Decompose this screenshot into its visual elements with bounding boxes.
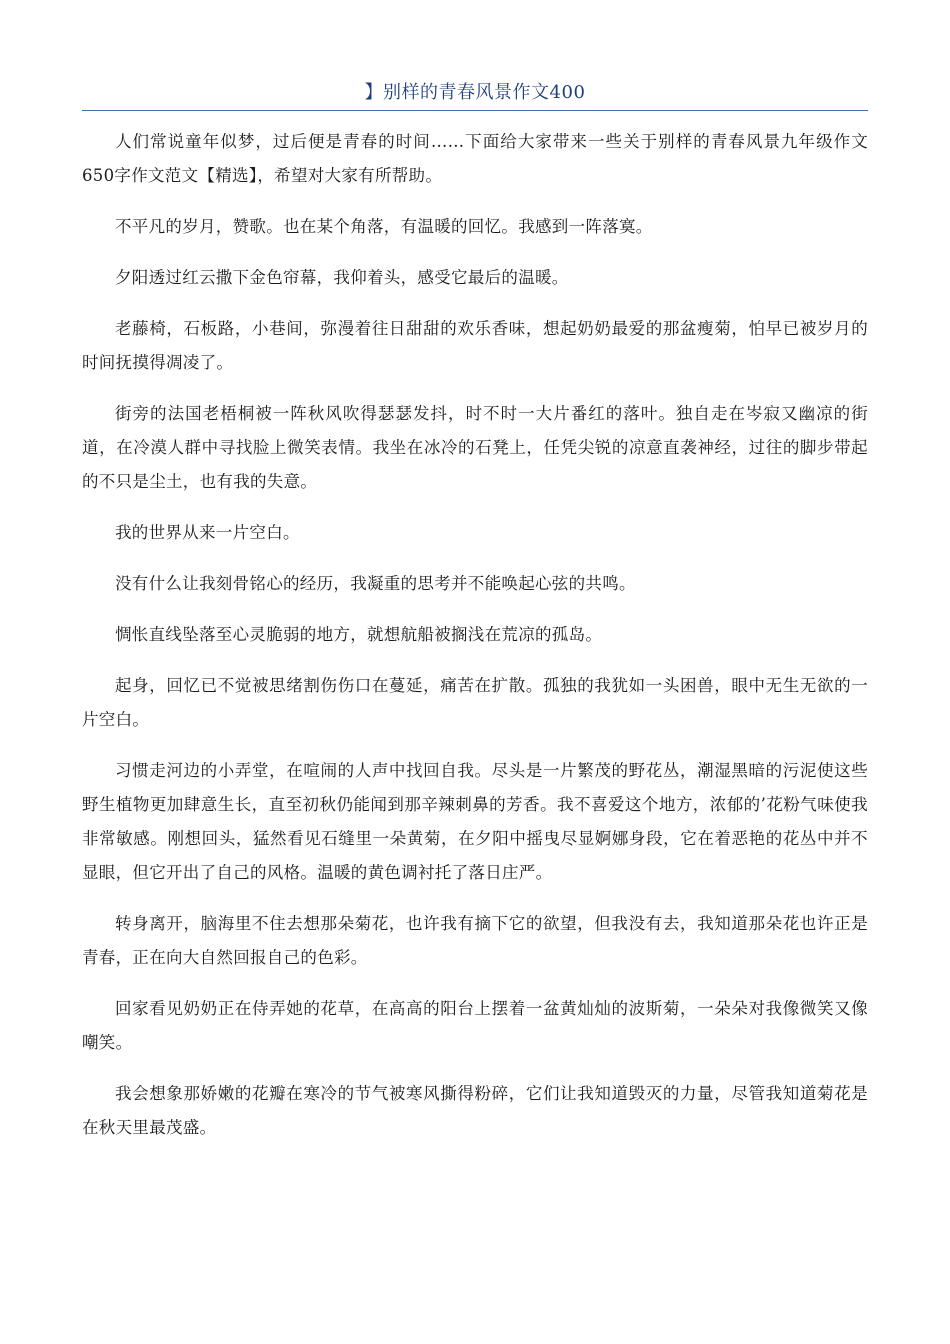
paragraph: 起身，回忆已不觉被思绪割伤伤口在蔓延，痛苦在扩散。孤独的我犹如一头困兽，眼中无生无欲的一片空白。: [82, 676, 868, 729]
paragraph: 不平凡的岁月，赞歌。也在某个角落，有温暖的回忆。我感到一阵落寞。: [115, 217, 653, 236]
paragraph: 街旁的法国老梧桐被一阵秋风吹得瑟瑟发抖，时不时一大片番红的落叶。独自走在岑寂又幽凉的街道，在冷漠人群中寻找脸上微笑表情。我坐在冰冷的石凳上，任凭尖锐的凉意直袭神经，过往的脚步带起的不只是尘土，也有我的失意。: [82, 404, 868, 491]
paragraph: 人们常说童年似梦，过后便是青春的时间……下面给大家带来一些关于别样的青春风景九年级作文650字作文范文【精选】，希望对大家有所帮助。: [82, 132, 868, 185]
paragraph: 回家看见奶奶正在侍弄她的花草，在高高的阳台上摆着一盆黄灿灿的波斯菊，一朵朵对我像微笑又像嘲笑。: [82, 999, 868, 1052]
paragraph: 转身离开，脑海里不住去想那朵菊花，也许我有摘下它的欲望，但我没有去，我知道那朵花也许正是青春，正在向大自然回报自己的色彩。: [82, 914, 868, 967]
paragraph: 没有什么让我刻骨铭心的经历，我凝重的思考并不能唤起心弦的共鸣。: [115, 574, 636, 593]
paragraph: 夕阳透过红云撒下金色帘幕，我仰着头，感受它最后的温暖。: [115, 268, 569, 287]
document-title: 】别样的青春风景作文400: [364, 82, 586, 103]
paragraph: 我会想象那娇嫩的花瓣在寒冷的节气被寒风撕得粉碎，它们让我知道毁灭的力量，尽管我知道菊花是在秋天里最茂盛。: [82, 1084, 868, 1137]
paragraph: 老藤椅，石板路，小巷间，弥漫着往日甜甜的欢乐香味，想起奶奶最爱的那盆瘦菊，怕早已被岁月的时间抚摸得凋凌了。: [82, 319, 868, 372]
paragraph: 惆怅直线坠落至心灵脆弱的地方，就想航船被搁浅在荒凉的孤岛。: [115, 625, 603, 644]
page-header: [82, 80, 868, 111]
paragraph: 习惯走河边的小弄堂，在喧闹的人声中找回自我。尽头是一片繁茂的野花丛，潮湿黑暗的污泥使这些野生植物更加肆意生长，直至初秋仍能闻到那辛辣刺鼻的芳香。我不喜爱这个地方，浓郁的’花粉气味使我非常敏感。刚想回头，猛然看见石缝里一朵黄菊，在夕阳中摇曳尽显婀娜身段，它在着恶艳的花丛中并不显眼，但它开出了自己的风格。温暖的黄色调衬托了落日庄严。: [82, 761, 868, 882]
paragraph: 我的世界从来一片空白。: [115, 523, 300, 542]
article-body: [82, 125, 868, 1162]
